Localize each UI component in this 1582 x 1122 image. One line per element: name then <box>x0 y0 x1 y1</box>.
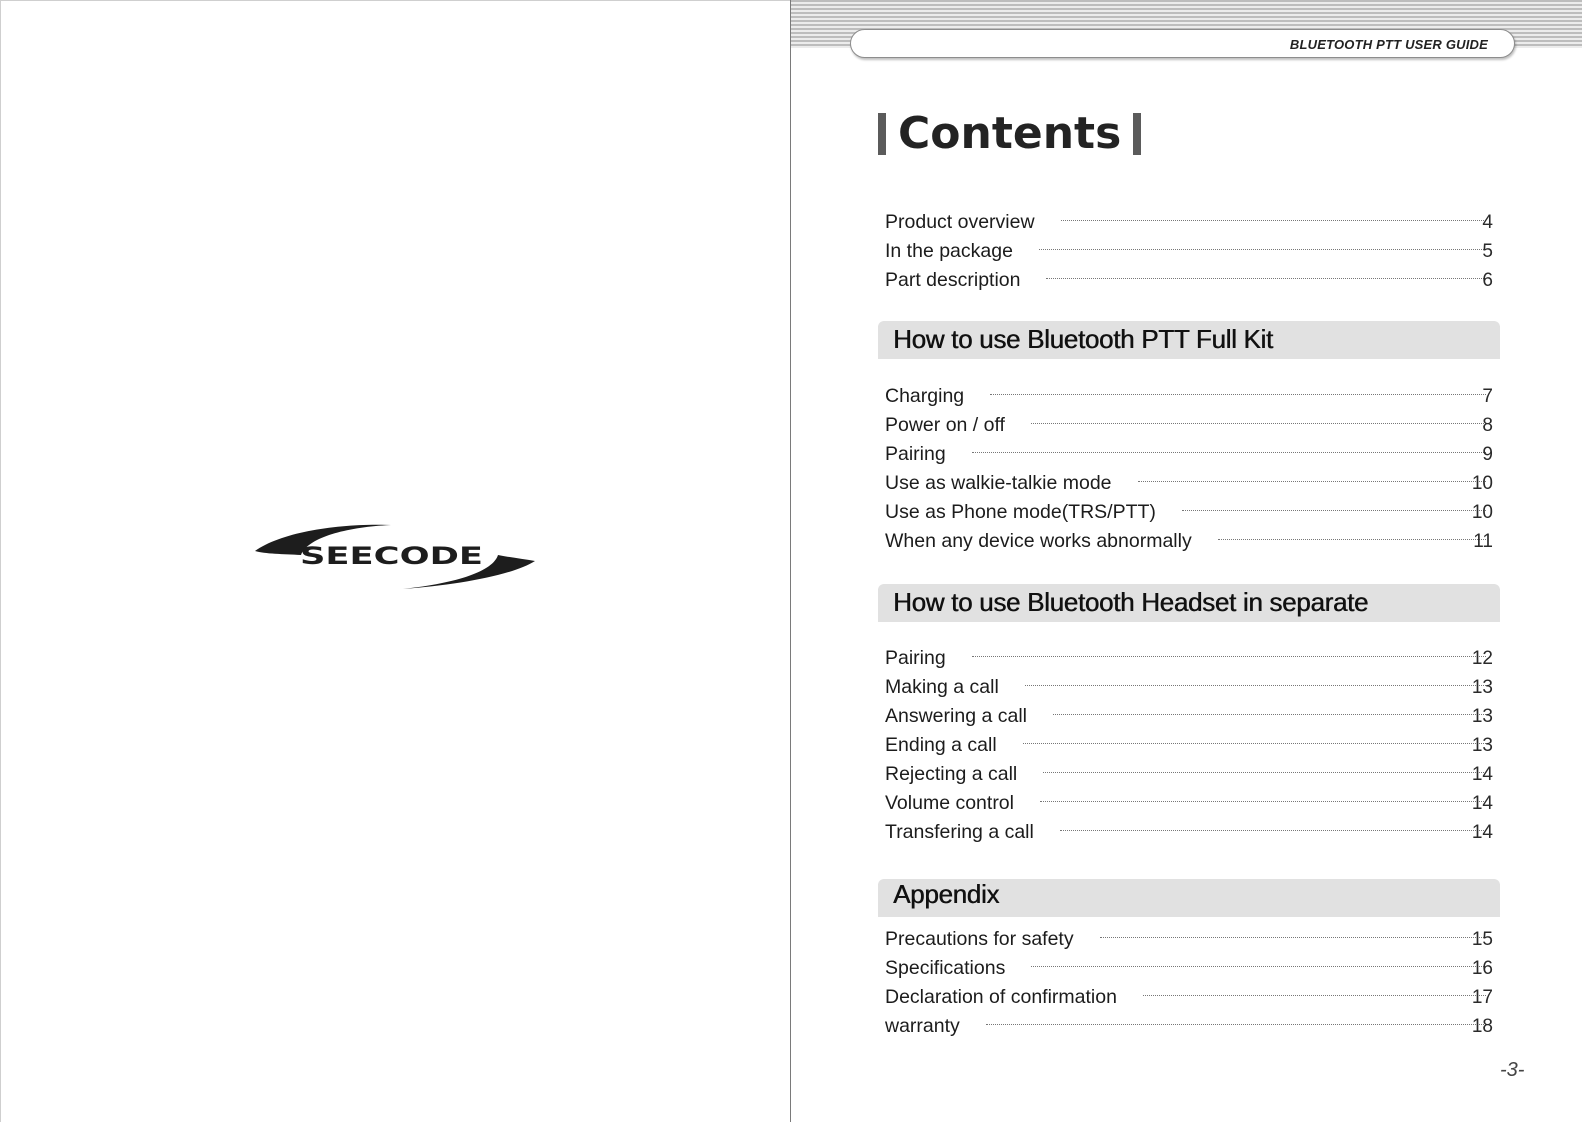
toc-entry-page: 6 <box>1482 269 1493 291</box>
dot-leader <box>972 452 1486 453</box>
toc-entry-page: 17 <box>1471 986 1493 1008</box>
guide-title: BLUETOOTH PTT USER GUIDE <box>1289 37 1488 52</box>
dot-leader <box>1100 937 1486 938</box>
contents-heading <box>878 108 1141 160</box>
toc-entry[interactable] <box>885 527 1493 556</box>
heading-bar-right <box>1133 113 1141 155</box>
toc-entry[interactable] <box>885 644 1493 673</box>
dot-leader <box>986 1024 1486 1025</box>
toc-entry[interactable] <box>885 498 1493 527</box>
toc-entry[interactable] <box>885 954 1493 983</box>
toc-entry[interactable] <box>885 702 1493 731</box>
dot-leader <box>1023 743 1486 744</box>
toc-entry-label: Precautions for safety <box>885 928 1074 950</box>
toc-entry[interactable] <box>885 382 1493 411</box>
section-title: Appendix <box>893 879 1000 909</box>
toc-entry[interactable] <box>885 925 1493 954</box>
toc-entry-page: 14 <box>1471 821 1493 843</box>
toc-entry-label: Pairing <box>885 647 946 669</box>
toc-entry-page: 13 <box>1471 676 1493 698</box>
dot-leader <box>1043 772 1486 773</box>
logo-wordmark: SEECODE <box>300 542 483 570</box>
dot-leader <box>1025 685 1486 686</box>
page-number: -3- <box>1500 1059 1525 1081</box>
left-page <box>0 0 790 1122</box>
dot-leader <box>1046 278 1486 279</box>
dot-leader <box>1218 539 1486 540</box>
toc-entry-label: When any device works abnormally <box>885 530 1192 552</box>
dot-leader <box>1061 220 1486 221</box>
toc-entry-page: 18 <box>1471 1015 1493 1037</box>
section-header-full-kit <box>878 321 1500 359</box>
dot-leader <box>1182 510 1486 511</box>
dot-leader <box>1138 481 1486 482</box>
dot-leader <box>990 394 1486 395</box>
toc-entry-page: 7 <box>1482 385 1493 407</box>
toc-entry-page: 8 <box>1482 414 1493 436</box>
toc-entry-page: 11 <box>1473 530 1493 552</box>
toc-entry[interactable] <box>885 411 1493 440</box>
toc-entry-label: Making a call <box>885 676 999 698</box>
right-page <box>791 0 1582 1122</box>
toc-entry-label: Answering a call <box>885 705 1027 727</box>
toc-entry-label: Use as Phone mode(TRS/PTT) <box>885 501 1156 523</box>
toc-entry-label: Power on / off <box>885 414 1005 436</box>
toc-entry-page: 4 <box>1482 211 1493 233</box>
dot-leader <box>1143 995 1486 996</box>
dot-leader <box>1060 830 1486 831</box>
toc-entry[interactable] <box>885 818 1493 847</box>
toc-entry-label: Specifications <box>885 957 1006 979</box>
dot-leader <box>1053 714 1486 715</box>
toc-entry-page: 12 <box>1471 647 1493 669</box>
toc-entry-label: warranty <box>885 1015 960 1037</box>
page-title: Contents <box>898 108 1122 159</box>
dot-leader <box>1031 966 1486 967</box>
toc-entry[interactable] <box>885 731 1493 760</box>
dot-leader <box>1039 249 1486 250</box>
toc-entry-label: Pairing <box>885 443 946 465</box>
toc-entry-page: 10 <box>1471 501 1493 523</box>
heading-bar-left <box>878 113 886 155</box>
dot-leader <box>1031 423 1486 424</box>
toc-entry[interactable] <box>885 760 1493 789</box>
toc-entry[interactable] <box>885 237 1493 266</box>
toc-entry-label: Volume control <box>885 792 1014 814</box>
toc-entry[interactable] <box>885 983 1493 1012</box>
toc-entry-page: 16 <box>1471 957 1493 979</box>
toc-entry-page: 14 <box>1471 763 1493 785</box>
toc-entry-page: 10 <box>1471 472 1493 494</box>
toc-entry-page: 9 <box>1482 443 1493 465</box>
section-title: How to use Bluetooth PTT Full Kit <box>893 324 1273 354</box>
toc-entry-page: 15 <box>1471 928 1493 950</box>
toc-entry[interactable] <box>885 208 1493 237</box>
toc-entry-page: 13 <box>1471 734 1493 756</box>
toc-entry-label: Part description <box>885 269 1021 291</box>
seecode-logo <box>253 521 538 596</box>
toc-entry-label: In the package <box>885 240 1013 262</box>
section-header-appendix <box>878 879 1500 917</box>
toc-entry-label: Rejecting a call <box>885 763 1018 785</box>
toc-entry-label: Charging <box>885 385 965 407</box>
toc-entry[interactable] <box>885 789 1493 818</box>
toc-entry[interactable] <box>885 1012 1493 1041</box>
toc-entry[interactable] <box>885 469 1493 498</box>
toc-entry-label: Use as walkie-talkie mode <box>885 472 1112 494</box>
toc-entry[interactable] <box>885 673 1493 702</box>
toc-entry-page: 13 <box>1471 705 1493 727</box>
header-banner <box>850 29 1515 58</box>
section-title: How to use Bluetooth Headset in separate <box>893 587 1369 617</box>
toc-entry-page: 5 <box>1482 240 1493 262</box>
toc-entry[interactable] <box>885 266 1493 295</box>
toc-entry-label: Declaration of confirmation <box>885 986 1117 1008</box>
toc-entry-label: Product overview <box>885 211 1035 233</box>
dot-leader <box>972 656 1486 657</box>
toc-entry-label: Transfering a call <box>885 821 1034 843</box>
section-header-headset <box>878 584 1500 622</box>
toc-entry-label: Ending a call <box>885 734 997 756</box>
toc-entry[interactable] <box>885 440 1493 469</box>
toc-entry-page: 14 <box>1471 792 1493 814</box>
dot-leader <box>1040 801 1486 802</box>
